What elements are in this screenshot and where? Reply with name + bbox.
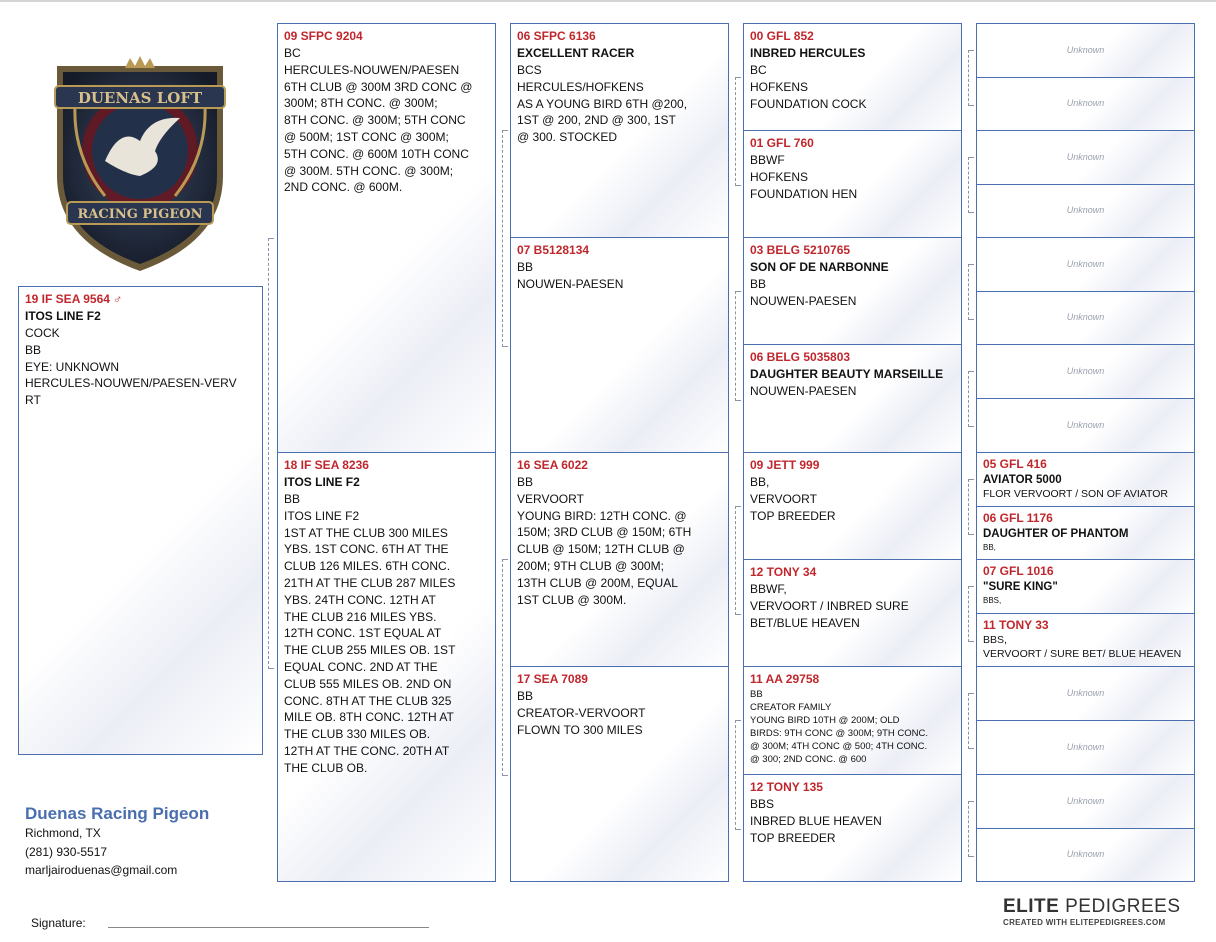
g4-card-14 bbox=[976, 774, 1195, 829]
connector-bracket bbox=[735, 720, 741, 830]
connector-bracket bbox=[968, 50, 974, 106]
signature-label: Signature: bbox=[31, 916, 86, 930]
logo-text-bottom: RACING PIGEON bbox=[77, 207, 203, 222]
g3-card-5 bbox=[743, 559, 962, 667]
connector-bracket bbox=[268, 238, 274, 669]
g4-10-name: "SURE KING" bbox=[983, 581, 1058, 593]
g4-card-1 bbox=[976, 77, 1195, 131]
g3-card-3 bbox=[743, 344, 962, 453]
unknown-label: Unknown bbox=[1066, 258, 1105, 269]
g4-9-name: DAUGHTER OF PHANTOM bbox=[983, 528, 1129, 540]
brand-word2: PEDIGREES bbox=[1059, 896, 1181, 917]
sire-details: BC HERCULES-NOUWEN/PAESEN 6TH CLUB @ 300M 3RD CONC @ 300M; 8TH CONC. @ 300M; 8TH CONC. @ 300M; 5TH CONC @ 500M; 1ST CONC @ 300M; 5TH CONC. @ 600M 10TH CONC @ 300M. 5TH CONC. @ 300M; 2ND CONC. @ 600M. bbox=[284, 46, 473, 195]
g3-2-name: SON OF DE NARBONNE bbox=[750, 260, 889, 274]
g3-5-band: 12 TONY 34 bbox=[750, 565, 817, 579]
connector-bracket bbox=[735, 291, 741, 401]
g4-card-15 bbox=[976, 828, 1195, 882]
shield-emblem-icon bbox=[45, 56, 235, 276]
g2-3-band: 17 SEA 7089 bbox=[517, 672, 588, 686]
g3-3-name: DAUGHTER BEAUTY MARSEILLE bbox=[750, 367, 944, 381]
connector-bracket bbox=[735, 77, 741, 186]
sire-band: 09 SFPC 9204 bbox=[284, 29, 363, 43]
g3-0-name: INBRED HERCULES bbox=[750, 46, 866, 60]
connector-bracket bbox=[968, 479, 974, 535]
g4-card-0 bbox=[976, 23, 1195, 78]
g3-card-4 bbox=[743, 452, 962, 560]
g4-card-11 bbox=[976, 613, 1195, 667]
connector-bracket bbox=[968, 371, 974, 427]
unknown-label: Unknown bbox=[1066, 687, 1105, 698]
g2-1-details: BB NOUWEN-PAESEN bbox=[517, 260, 624, 291]
g2-2-details: BB VERVOORT YOUNG BIRD: 12TH CONC. @ 150M; 3RD CLUB @ 150M; 6TH CLUB @ 150M; 12TH CLUB @ 200M; 9TH CLUB @ 300M; 13TH CLUB @ 200M, EQUAL 1ST CLUB @ 300M. bbox=[517, 475, 692, 607]
g3-0-band: 00 GFL 852 bbox=[750, 29, 814, 43]
g4-card-13 bbox=[976, 720, 1195, 775]
connector-bracket bbox=[968, 264, 974, 320]
grandsire-maternal-card bbox=[510, 452, 729, 667]
g4-9-band: 06 GFL 1176 bbox=[983, 511, 1053, 525]
granddam-maternal-card bbox=[510, 666, 729, 882]
subject-name: ITOS LINE F2 bbox=[25, 309, 101, 323]
g2-1-band: 07 B5128134 bbox=[517, 243, 590, 257]
owner-email: marljairoduenas@gmail.com bbox=[25, 863, 178, 877]
dam-card bbox=[277, 452, 496, 882]
g3-card-2 bbox=[743, 237, 962, 345]
g3-3-band: 06 BELG 5035803 bbox=[750, 350, 851, 364]
g2-0-details: BCS HERCULES/HOFKENS AS A YOUNG BIRD 6TH @200, 1ST @ 200, 2ND @ 300, 1ST @ 300. STOCKED bbox=[517, 63, 688, 145]
g4-8-band: 05 GFL 416 bbox=[983, 457, 1047, 471]
g4-card-8 bbox=[976, 452, 1195, 507]
subject-details: COCK BB EYE: UNKNOWN HERCULES-NOUWEN/PAESEN-VERV RT bbox=[25, 326, 237, 408]
g2-3-details: BB CREATOR-VERVOORT FLOWN TO 300 MILES bbox=[517, 689, 646, 737]
subject-pigeon-card bbox=[18, 286, 263, 755]
unknown-label: Unknown bbox=[1066, 312, 1105, 322]
g3-card-7 bbox=[743, 774, 962, 882]
unknown-label: Unknown bbox=[1066, 365, 1105, 376]
g3-3-details: NOUWEN-PAESEN bbox=[750, 384, 857, 398]
unknown-label: Unknown bbox=[1066, 741, 1105, 752]
signature-line bbox=[108, 927, 429, 928]
g4-card-3 bbox=[976, 184, 1195, 238]
brand-word1: ELITE bbox=[1003, 896, 1060, 917]
unknown-label: Unknown bbox=[1066, 44, 1105, 55]
g4-11-band: 11 TONY 33 bbox=[983, 618, 1049, 632]
owner-info bbox=[25, 804, 209, 880]
g4-card-5 bbox=[976, 291, 1195, 345]
connector-bracket bbox=[968, 693, 974, 749]
unknown-label: Unknown bbox=[1066, 205, 1105, 215]
connector-bracket bbox=[502, 130, 508, 347]
g4-10-details: BBS, bbox=[983, 596, 1002, 605]
owner-phone: (281) 930-5517 bbox=[25, 844, 108, 859]
g2-0-band: 06 SFPC 6136 bbox=[517, 29, 596, 43]
g4-8-details: FLOR VERVOORT / SON OF AVIATOR bbox=[983, 488, 1168, 500]
unknown-label: Unknown bbox=[1066, 419, 1105, 430]
g4-card-12 bbox=[976, 666, 1195, 721]
g4-11-details: BBS, VERVOORT / SURE BET/ BLUE HEAVEN bbox=[983, 634, 1182, 660]
top-divider bbox=[0, 0, 1216, 2]
granddam-paternal-card bbox=[510, 237, 729, 453]
connector-bracket bbox=[968, 586, 974, 642]
brand-sub: CREATED WITH ELITEPEDIGREES.COM bbox=[1003, 918, 1166, 927]
owner-city: Richmond, TX bbox=[25, 826, 101, 840]
dam-band: 18 IF SEA 8236 bbox=[284, 458, 369, 472]
g3-card-0 bbox=[743, 23, 962, 131]
g4-card-4 bbox=[976, 237, 1195, 292]
connector-bracket bbox=[968, 801, 974, 857]
g3-7-details: BBS INBRED BLUE HEAVEN TOP BREEDER bbox=[750, 797, 882, 845]
g3-card-1 bbox=[743, 130, 962, 238]
g4-card-9 bbox=[976, 506, 1195, 560]
g3-card-6 bbox=[743, 666, 962, 775]
g3-6-details: BB CREATOR FAMILY YOUNG BIRD 10TH @ 200M; OLD BIRDS: 9TH CONC @ 300M; 9TH CONC. @ 300M; 4TH CONC @ 500; 4TH CONC. @ 300; 2ND CONC. @ 600 bbox=[750, 689, 929, 765]
grandsire-paternal-card bbox=[510, 23, 729, 238]
g4-10-band: 07 GFL 1016 bbox=[983, 564, 1054, 578]
g3-4-details: BB, VERVOORT TOP BREEDER bbox=[750, 475, 836, 523]
unknown-label: Unknown bbox=[1066, 795, 1105, 806]
g3-2-details: BB NOUWEN-PAESEN bbox=[750, 277, 857, 308]
g4-card-2 bbox=[976, 130, 1195, 185]
g3-7-band: 12 TONY 135 bbox=[750, 780, 823, 794]
g4-8-name: AVIATOR 5000 bbox=[983, 474, 1062, 486]
subject-band: 19 IF SEA 9564 ♂ bbox=[25, 292, 123, 306]
connector-bracket bbox=[735, 506, 741, 615]
g3-0-details: BC HOFKENS FOUNDATION COCK bbox=[750, 63, 867, 111]
unknown-label: Unknown bbox=[1066, 151, 1105, 162]
connector-bracket bbox=[502, 559, 508, 776]
g3-2-band: 03 BELG 5210765 bbox=[750, 243, 851, 257]
g3-5-details: BBWF, VERVOORT / INBRED SURE BET/BLUE HEAVEN bbox=[750, 582, 909, 630]
elite-pedigrees-logo bbox=[1003, 896, 1198, 927]
g3-4-band: 09 JETT 999 bbox=[750, 458, 820, 472]
g3-1-details: BBWF HOFKENS FOUNDATION HEN bbox=[750, 153, 858, 201]
dam-details: BB ITOS LINE F2 1ST AT THE CLUB 300 MILES YBS. 1ST CONC. 6TH AT THE CLUB 126 MILES. 6TH CONC. 21TH AT THE CLUB 287 MILES YBS. 24TH CONC. 12TH AT THE CLUB 216 MILES YBS. 12TH CONC. 1ST EQUAL AT THE CLUB 255 MILES OB. 1ST EQUAL CONC. 2ND AT THE CLUB 555 MILES OB. 2ND ON CONC. 8TH AT THE CLUB 325 MILE OB. 8TH CONC. 12TH AT THE CLUB 330 MILES OB. 12TH AT THE CONC. 20TH AT THE CLUB OB. bbox=[284, 492, 456, 775]
owner-name: Duenas Racing Pigeon bbox=[25, 804, 210, 823]
connector-bracket bbox=[968, 157, 974, 213]
g3-1-band: 01 GFL 760 bbox=[750, 136, 814, 150]
g4-card-10 bbox=[976, 559, 1195, 614]
unknown-label: Unknown bbox=[1066, 98, 1105, 108]
g2-0-name: EXCELLENT RACER bbox=[517, 46, 635, 60]
g4-card-6 bbox=[976, 344, 1195, 399]
loft-logo bbox=[45, 56, 235, 276]
g2-2-band: 16 SEA 6022 bbox=[517, 458, 588, 472]
g4-9-details: BB, bbox=[983, 543, 996, 552]
sire-card bbox=[277, 23, 496, 453]
g4-card-7 bbox=[976, 398, 1195, 453]
g3-6-band: 11 AA 29758 bbox=[750, 672, 820, 686]
logo-text-top: DUENAS LOFT bbox=[77, 89, 203, 107]
unknown-label: Unknown bbox=[1066, 849, 1105, 859]
dam-name: ITOS LINE F2 bbox=[284, 475, 360, 489]
